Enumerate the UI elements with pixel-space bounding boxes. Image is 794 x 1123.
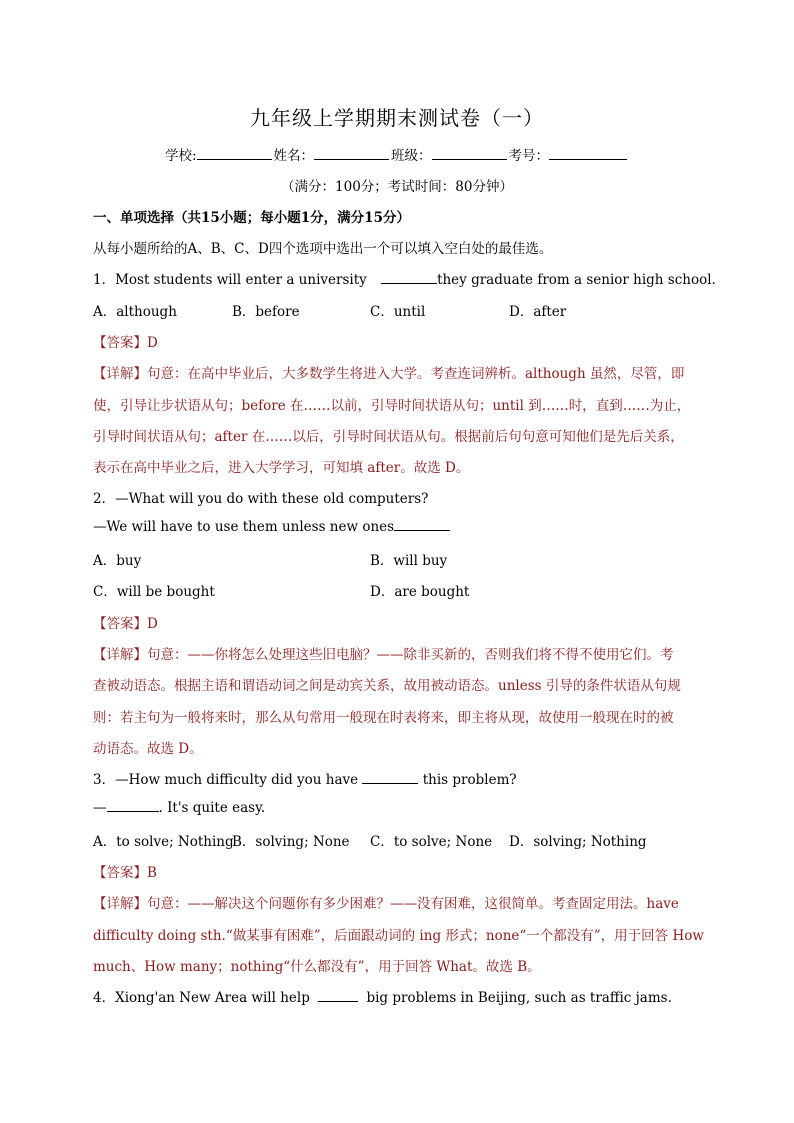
question-1-stem [93, 268, 716, 288]
q1-option-d: D．after [509, 304, 567, 320]
number-blank[interactable] [549, 145, 627, 160]
q2-option-c: C．will be bought [93, 584, 215, 600]
school-label: 学校: [164, 148, 197, 164]
q2-detail-line: 则：若主句为一般将来时，那么从句常用一般现在时表将来，即主将从现，故使用一般现在时的被 [93, 710, 674, 726]
q2-detail-line: 动语态。故选 D。 [93, 741, 203, 757]
number-label: 考号： [508, 148, 550, 164]
q3-detail-line: 【详解】句意：——解决这个问题你有多少困难？——没有困难，这很简单。考查固定用法。have [93, 896, 679, 912]
name-label: 姓名： [273, 148, 315, 164]
q4-blank [318, 989, 358, 1002]
school-blank[interactable] [197, 145, 272, 160]
q1-option-a: A．although [93, 304, 177, 320]
q3-option-a: A．to solve; Nothing [93, 834, 234, 850]
exam-info: （满分：100分；考试时间：80分钟） [281, 179, 513, 195]
section-heading: 一、单项选择（共15小题；每小题1分，满分15分） [93, 210, 410, 226]
q3-blank-1 [362, 771, 418, 784]
q2-option-b: B．will buy [370, 553, 448, 569]
question-4-stem [93, 986, 672, 1006]
q2-answer: 【答案】D [93, 616, 158, 632]
question-2-stem: 2．—What will you do with these old computers? [93, 491, 429, 507]
question-2-stem-line-2 [93, 518, 450, 535]
q1-option-c: C．until [370, 304, 426, 320]
q3-stem-a: 3．—How much difficulty did you have [93, 772, 359, 788]
q3-stem-b: this problem? [422, 772, 517, 788]
q2-blank [394, 518, 450, 531]
q2-option-a: A．buy [93, 553, 142, 569]
section-instruction: 从每小题所给的A、B、C、D四个选项中选出一个可以填入空白处的最佳选。 [93, 241, 553, 257]
q1-stem-b: they graduate from a senior high school. [437, 272, 716, 288]
class-label: 班级： [391, 148, 432, 164]
page-title: 九年级上学期期末测试卷（一） [250, 106, 544, 130]
q1-answer: 【答案】D [93, 335, 158, 351]
q1-blank [381, 271, 437, 284]
q3-option-d: D．solving; Nothing [509, 834, 647, 850]
q3-blank-2 [107, 799, 159, 812]
q1-stem-a: 1．Most students will enter a university [93, 272, 367, 288]
name-blank[interactable] [314, 145, 389, 160]
q3-option-c: C．to solve; None [370, 834, 493, 850]
q3-stem-c: . It's quite easy. [158, 800, 266, 816]
q3-option-b: B．solving; None [232, 834, 350, 850]
question-3-stem [93, 768, 517, 788]
q1-detail-line: 表示在高中毕业之后，进入大学学习，可知填 after。故选 D。 [93, 460, 470, 476]
q3-dash: — [93, 800, 107, 816]
student-info-row [0, 144, 794, 164]
q2-option-d: D．are bought [370, 584, 470, 600]
class-blank[interactable] [432, 145, 507, 160]
q1-detail-line: 引导时间状语从句；after 在……以后，引导时间状语从句。根据前后句句意可知他们是先后关系， [93, 429, 684, 445]
question-3-stem-line-2 [93, 799, 265, 816]
q1-detail-line: 【详解】句意：在高中毕业后，大多数学生将进入大学。考查连词辨析。although 虽然，尽管，即 [93, 366, 685, 382]
q2-detail-line: 【详解】句意：——你将怎么处理这些旧电脑？——除非买新的，否则我们将不得不使用它们。考 [93, 647, 674, 663]
q3-detail-line: much、How many；nothing“什么都没有”，用于回答 What。故选 B。 [93, 959, 541, 975]
q4-stem-b: big problems in Beijing, such as traffic jams. [366, 990, 672, 1006]
q3-answer: 【答案】B [93, 865, 157, 881]
q2-detail-line: 查被动语态。根据主语和谓语动词之间是动宾关系，故用被动语态。unless 引导的条件状语从句规 [93, 678, 681, 694]
q2-stem-b: —We will have to use them unless new ones [93, 519, 395, 535]
q3-detail-line: difficulty doing sth.“做某事有困难”，后面跟动词的 ing 形式；none“一个都没有”，用于回答 How [93, 928, 704, 944]
q4-stem-a: 4．Xiong'an New Area will help [93, 990, 310, 1006]
q1-option-b: B．before [232, 304, 300, 320]
q1-detail-line: 使，引导让步状语从句；before 在……以前，引导时间状语从句；until 到……时，直到……为止， [93, 398, 691, 414]
